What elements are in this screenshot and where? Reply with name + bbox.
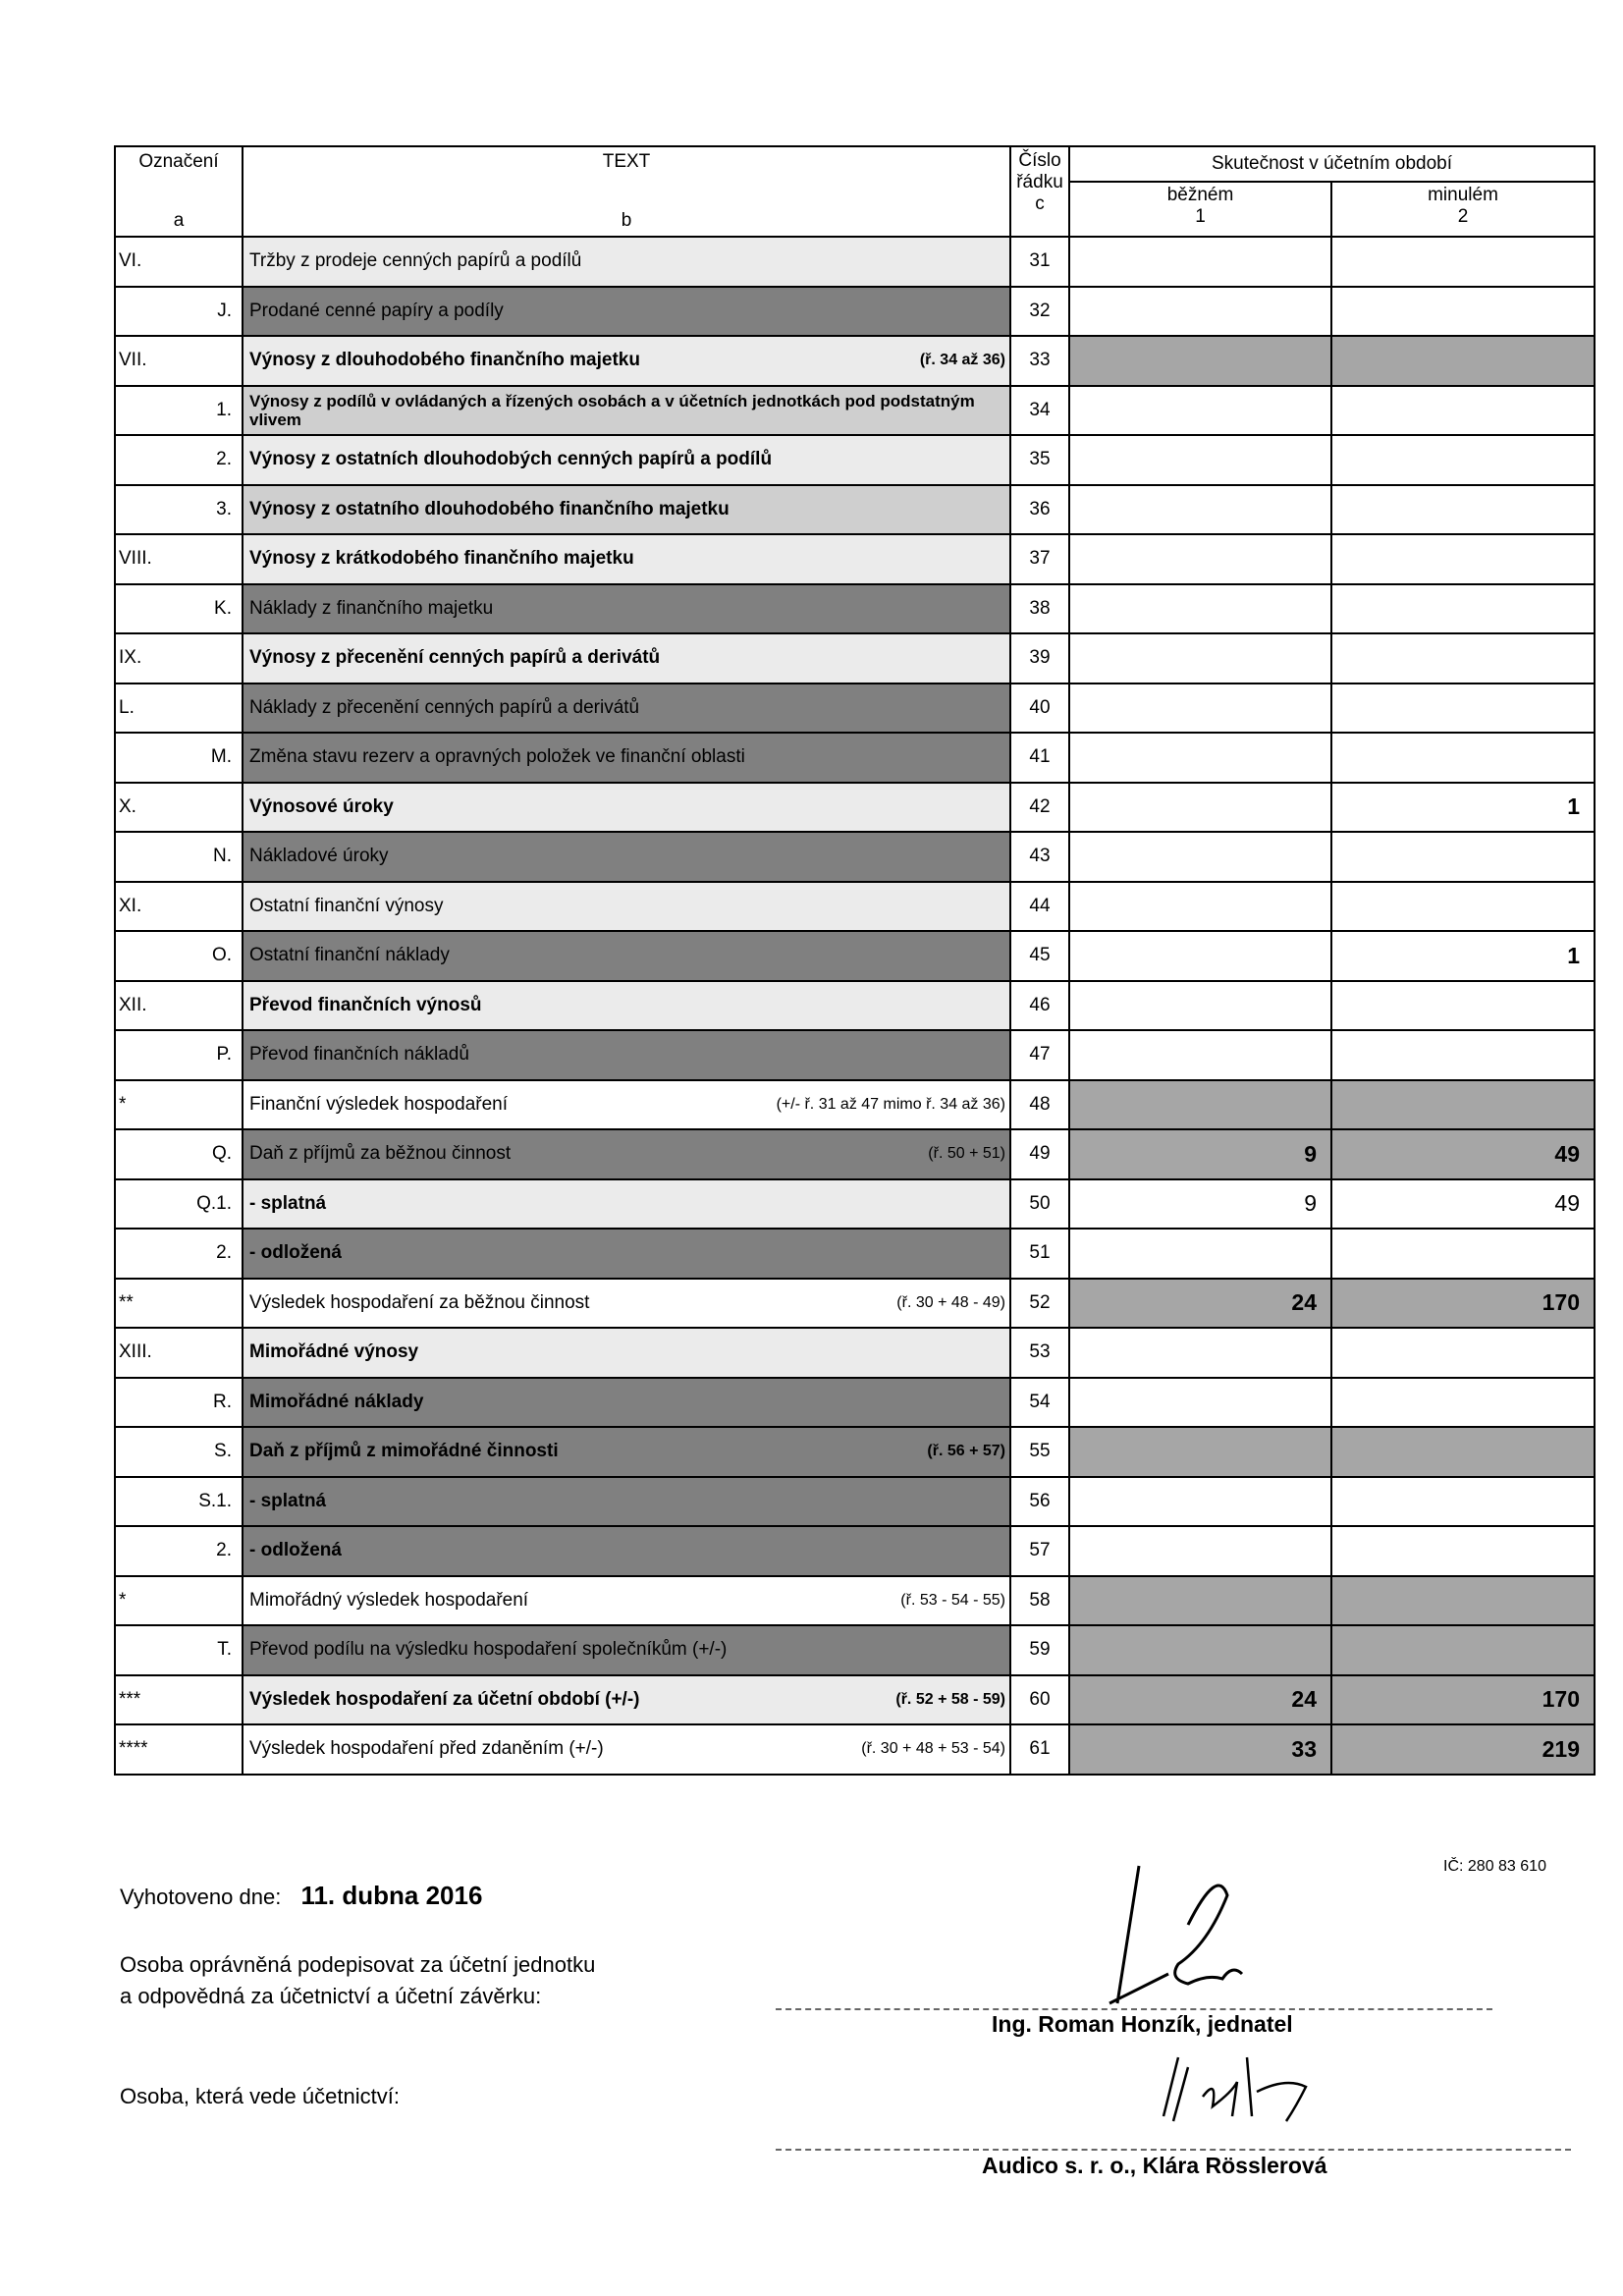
table-row [115, 1378, 1595, 1428]
row-designation: X. [115, 783, 243, 833]
value-current-period [1069, 287, 1331, 337]
row-number: 48 [1010, 1080, 1069, 1130]
row-number: 59 [1010, 1625, 1069, 1675]
row-number: 52 [1010, 1279, 1069, 1329]
table-row [115, 386, 1595, 436]
row-designation: P. [115, 1030, 243, 1080]
table-row [115, 534, 1595, 584]
row-text: Převod podílu na výsledku hospodaření společníkům (+/-) [243, 1625, 1010, 1675]
row-designation: * [115, 1576, 243, 1626]
row-number: 37 [1010, 534, 1069, 584]
row-designation: *** [115, 1675, 243, 1725]
value-previous-period [1331, 882, 1595, 932]
row-text: Převod finančních výnosů [243, 981, 1010, 1031]
value-previous-period: 49 [1331, 1179, 1595, 1230]
row-text: - splatná [243, 1477, 1010, 1527]
value-current-period [1069, 386, 1331, 436]
row-text: Daň z příjmů za běžnou činnost (ř. 50 + 51) [243, 1129, 1010, 1179]
value-current-period [1069, 1526, 1331, 1576]
row-text: Výnosy z přecenění cenných papírů a derivátů [243, 633, 1010, 683]
row-designation: IX. [115, 633, 243, 683]
table-row [115, 1179, 1595, 1230]
value-previous-period [1331, 633, 1595, 683]
table-row [115, 485, 1595, 535]
row-number: 47 [1010, 1030, 1069, 1080]
table-row [115, 1724, 1595, 1775]
row-number: 46 [1010, 981, 1069, 1031]
value-current-period [1069, 1477, 1331, 1527]
value-previous-period [1331, 485, 1595, 535]
row-text: Výsledek hospodaření před zdaněním (+/-) (ř. 30 + 48 + 53 - 54) [243, 1724, 1010, 1775]
row-designation: R. [115, 1378, 243, 1428]
row-number: 57 [1010, 1526, 1069, 1576]
value-current-period [1069, 882, 1331, 932]
value-previous-period: 1 [1331, 931, 1595, 981]
row-text: - odložená [243, 1526, 1010, 1576]
value-previous-period [1331, 1030, 1595, 1080]
signature-line-accountant [776, 2149, 1571, 2151]
row-designation: **** [115, 1724, 243, 1775]
value-current-period [1069, 336, 1331, 386]
row-designation: S. [115, 1427, 243, 1477]
row-designation: O. [115, 931, 243, 981]
row-designation: * [115, 1080, 243, 1130]
row-text: Výnosy z krátkodobého finančního majetku [243, 534, 1010, 584]
row-number: 40 [1010, 683, 1069, 734]
row-designation: L. [115, 683, 243, 734]
header-period: Skutečnost v účetním období [1069, 146, 1595, 182]
row-designation: 2. [115, 435, 243, 485]
prepared-date: 11. dubna 2016 [300, 1881, 483, 1910]
row-text: Výnosy z podílů v ovládaných a řízených osobách a v účetních jednotkách pod podstatným vlivem [243, 386, 1010, 436]
row-formula-note: (ř. 50 + 51) [928, 1145, 1005, 1163]
row-text: Výnosové úroky [243, 783, 1010, 833]
table-row [115, 1576, 1595, 1626]
value-current-period [1069, 733, 1331, 783]
signature-honzik [1060, 1856, 1276, 2013]
prepared-line [120, 1881, 482, 1911]
company-id: IČ: 280 83 610 [1443, 1858, 1546, 1875]
row-text: Mimořádný výsledek hospodaření (ř. 53 - 54 - 55) [243, 1576, 1010, 1626]
row-text: - splatná [243, 1179, 1010, 1230]
table-row [115, 633, 1595, 683]
table-row [115, 1279, 1595, 1329]
value-current-period [1069, 1576, 1331, 1626]
row-designation: VI. [115, 237, 243, 287]
table-row [115, 1328, 1595, 1378]
table-row [115, 882, 1595, 932]
value-previous-period [1331, 435, 1595, 485]
row-number: 51 [1010, 1229, 1069, 1279]
value-current-period: 33 [1069, 1724, 1331, 1775]
table-row [115, 1129, 1595, 1179]
row-text: Výsledek hospodaření za běžnou činnost (ř. 30 + 48 - 49) [243, 1279, 1010, 1329]
row-text: Prodané cenné papíry a podíly [243, 287, 1010, 337]
value-current-period [1069, 931, 1331, 981]
accountant-name: Audico s. r. o., Klára Rösslerová [982, 2153, 1327, 2178]
table-row [115, 1526, 1595, 1576]
row-text: Nákladové úroky [243, 832, 1010, 882]
table-row [115, 237, 1595, 287]
table-row [115, 931, 1595, 981]
authorized-block [120, 1949, 595, 2012]
value-current-period [1069, 435, 1331, 485]
row-formula-note: (+/- ř. 31 až 47 mimo ř. 34 až 36) [776, 1095, 1005, 1113]
value-current-period: 9 [1069, 1129, 1331, 1179]
value-current-period [1069, 683, 1331, 734]
value-previous-period: 1 [1331, 783, 1595, 833]
row-number: 45 [1010, 931, 1069, 981]
value-previous-period [1331, 237, 1595, 287]
table-body [115, 237, 1595, 1775]
row-number: 50 [1010, 1179, 1069, 1230]
row-text: Výnosy z dlouhodobého finančního majetku (ř. 34 až 36) [243, 336, 1010, 386]
value-previous-period: 49 [1331, 1129, 1595, 1179]
table-row [115, 1080, 1595, 1130]
row-text: Změna stavu rezerv a opravných položek ve finanční oblasti [243, 733, 1010, 783]
row-number: 49 [1010, 1129, 1069, 1179]
row-number: 38 [1010, 584, 1069, 634]
table-row [115, 1427, 1595, 1477]
table-row [115, 287, 1595, 337]
row-number: 60 [1010, 1675, 1069, 1725]
row-designation: K. [115, 584, 243, 634]
row-number: 58 [1010, 1576, 1069, 1626]
row-number: 31 [1010, 237, 1069, 287]
row-designation: Q. [115, 1129, 243, 1179]
row-designation: 3. [115, 485, 243, 535]
row-designation: S.1. [115, 1477, 243, 1527]
value-current-period [1069, 1328, 1331, 1378]
row-designation: 2. [115, 1229, 243, 1279]
row-text: - odložená [243, 1229, 1010, 1279]
table-row [115, 1229, 1595, 1279]
header-previous: minulém 2 [1331, 182, 1595, 237]
header-designation: Označení a [115, 146, 243, 237]
table-row [115, 683, 1595, 734]
row-designation: XI. [115, 882, 243, 932]
row-number: 34 [1010, 386, 1069, 436]
value-previous-period [1331, 1576, 1595, 1626]
row-formula-note: (ř. 30 + 48 - 49) [896, 1293, 1005, 1311]
value-current-period [1069, 1427, 1331, 1477]
row-number: 42 [1010, 783, 1069, 833]
value-previous-period [1331, 1378, 1595, 1428]
row-designation: J. [115, 287, 243, 337]
value-current-period: 24 [1069, 1675, 1331, 1725]
row-designation: ** [115, 1279, 243, 1329]
row-text: Finanční výsledek hospodaření (+/- ř. 31 až 47 mimo ř. 34 až 36) [243, 1080, 1010, 1130]
row-text: Daň z příjmů z mimořádné činnosti (ř. 56 + 57) [243, 1427, 1010, 1477]
value-previous-period [1331, 287, 1595, 337]
value-previous-period [1331, 832, 1595, 882]
authorized-name: Ing. Roman Honzík, jednatel [992, 2011, 1293, 2037]
row-text: Převod finančních nákladů [243, 1030, 1010, 1080]
value-current-period: 9 [1069, 1179, 1331, 1230]
row-designation: N. [115, 832, 243, 882]
row-designation: 1. [115, 386, 243, 436]
row-number: 61 [1010, 1724, 1069, 1775]
value-previous-period [1331, 584, 1595, 634]
row-text: Mimořádné výnosy [243, 1328, 1010, 1378]
row-number: 44 [1010, 882, 1069, 932]
table-row [115, 832, 1595, 882]
row-designation: XII. [115, 981, 243, 1031]
table-row [115, 1030, 1595, 1080]
row-designation: XIII. [115, 1328, 243, 1378]
row-text: Tržby z prodeje cenných papírů a podílů [243, 237, 1010, 287]
value-previous-period: 219 [1331, 1724, 1595, 1775]
signature-line-authorized [776, 2008, 1492, 2010]
value-previous-period [1331, 1328, 1595, 1378]
accountant-label: Osoba, která vede účetnictví: [120, 2084, 400, 2108]
row-formula-note: (ř. 52 + 58 - 59) [895, 1690, 1005, 1708]
row-formula-note: (ř. 56 + 57) [927, 1443, 1005, 1460]
value-previous-period [1331, 1526, 1595, 1576]
table-row [115, 1625, 1595, 1675]
value-previous-period: 170 [1331, 1279, 1595, 1329]
table-row [115, 981, 1595, 1031]
value-previous-period [1331, 1477, 1595, 1527]
value-previous-period [1331, 1080, 1595, 1130]
row-designation: T. [115, 1625, 243, 1675]
row-designation: VII. [115, 336, 243, 386]
value-current-period [1069, 633, 1331, 683]
row-text: Výnosy z ostatního dlouhodobého finančního majetku [243, 485, 1010, 535]
value-previous-period [1331, 1625, 1595, 1675]
value-current-period [1069, 1080, 1331, 1130]
row-formula-note: (ř. 53 - 54 - 55) [900, 1591, 1005, 1609]
value-current-period [1069, 1229, 1331, 1279]
value-current-period [1069, 1030, 1331, 1080]
row-text: Ostatní finanční náklady [243, 931, 1010, 981]
row-formula-note: (ř. 34 až 36) [919, 352, 1005, 369]
value-previous-period [1331, 683, 1595, 734]
row-designation: 2. [115, 1526, 243, 1576]
authorized-line-2: a odpovědná za účetnictví a účetní závěrku: [120, 1984, 542, 2008]
value-previous-period [1331, 733, 1595, 783]
prepared-label: Vyhotoveno dne: [120, 1885, 282, 1909]
value-current-period [1069, 783, 1331, 833]
authorized-line-1: Osoba oprávněná podepisovat za účetní jednotku [120, 1952, 596, 1977]
row-number: 36 [1010, 485, 1069, 535]
table-row [115, 783, 1595, 833]
table-row [115, 1477, 1595, 1527]
header-current: běžném 1 [1069, 182, 1331, 237]
row-designation: VIII. [115, 534, 243, 584]
value-current-period [1069, 584, 1331, 634]
table-row [115, 584, 1595, 634]
header-row-number: Číslo řádku c [1010, 146, 1069, 237]
table-row [115, 1675, 1595, 1725]
value-current-period [1069, 1625, 1331, 1675]
row-number: 33 [1010, 336, 1069, 386]
income-statement-table-wrap [114, 145, 1594, 1776]
row-formula-note: (ř. 30 + 48 + 53 - 54) [861, 1740, 1005, 1758]
value-previous-period [1331, 981, 1595, 1031]
value-previous-period [1331, 386, 1595, 436]
row-number: 32 [1010, 287, 1069, 337]
row-number: 39 [1010, 633, 1069, 683]
row-designation: M. [115, 733, 243, 783]
value-current-period [1069, 534, 1331, 584]
row-text: Náklady z finančního majetku [243, 584, 1010, 634]
value-current-period [1069, 1378, 1331, 1428]
value-previous-period: 170 [1331, 1675, 1595, 1725]
value-current-period [1069, 832, 1331, 882]
row-number: 54 [1010, 1378, 1069, 1428]
value-current-period [1069, 981, 1331, 1031]
value-previous-period [1331, 336, 1595, 386]
row-text: Výnosy z ostatních dlouhodobých cenných papírů a podílů [243, 435, 1010, 485]
row-number: 41 [1010, 733, 1069, 783]
signature-rosslerova [1159, 2038, 1355, 2136]
table-row [115, 435, 1595, 485]
row-text: Náklady z přecenění cenných papírů a derivátů [243, 683, 1010, 734]
income-statement-table [114, 145, 1596, 1776]
value-previous-period [1331, 1427, 1595, 1477]
row-designation: Q.1. [115, 1179, 243, 1230]
row-text: Výsledek hospodaření za účetní období (+/-) (ř. 52 + 58 - 59) [243, 1675, 1010, 1725]
value-current-period [1069, 237, 1331, 287]
table-row [115, 733, 1595, 783]
row-number: 43 [1010, 832, 1069, 882]
row-number: 53 [1010, 1328, 1069, 1378]
row-number: 35 [1010, 435, 1069, 485]
value-previous-period [1331, 1229, 1595, 1279]
row-number: 55 [1010, 1427, 1069, 1477]
value-current-period [1069, 485, 1331, 535]
value-previous-period [1331, 534, 1595, 584]
row-number: 56 [1010, 1477, 1069, 1527]
row-text: Mimořádné náklady [243, 1378, 1010, 1428]
table-row [115, 336, 1595, 386]
value-current-period: 24 [1069, 1279, 1331, 1329]
header-text: TEXT b [243, 146, 1010, 237]
row-text: Ostatní finanční výnosy [243, 882, 1010, 932]
